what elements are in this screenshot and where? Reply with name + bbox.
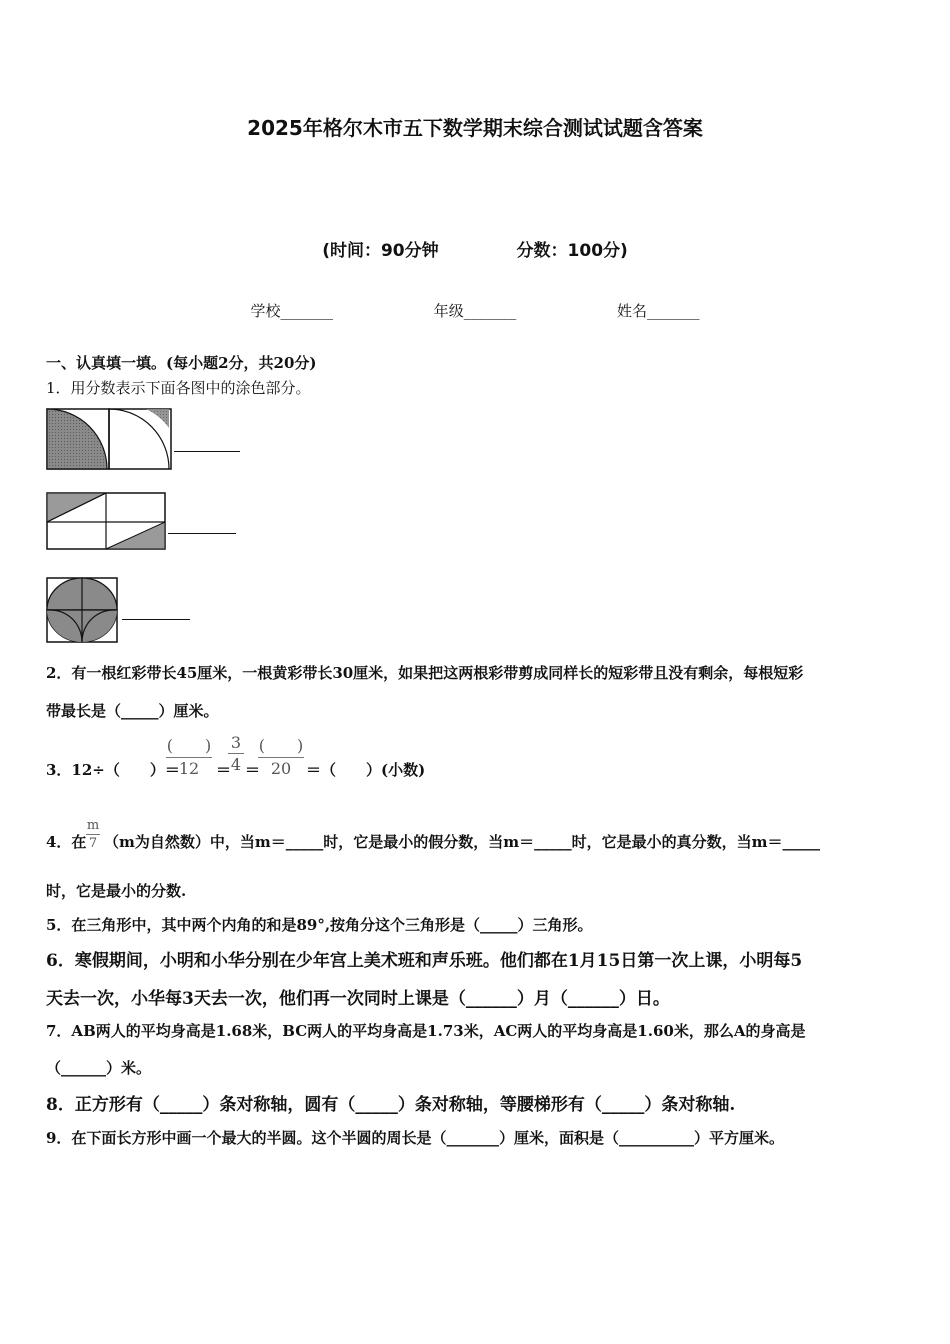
question-9: 9．在下面长方形中画一个最大的半圆。这个半圆的周长是（_______）厘米，面积是（__________）平方厘米。 <box>46 1129 784 1147</box>
q3-eq-2: ＝ <box>245 761 261 779</box>
q3-fraction-3-den: 20 <box>270 759 292 778</box>
q4-fraction-num: m <box>86 818 100 833</box>
question-7-line-2: （______）米。 <box>46 1059 152 1077</box>
question-5: 5．在三角形中，其中两个内角的和是89°,按角分这个三角形是（_____）三角形。 <box>46 916 593 934</box>
q3-fraction-1 <box>166 733 212 778</box>
question-4-line-2: 时，它是最小的分数. <box>46 882 187 900</box>
q3-fraction-1-den: 12 <box>178 759 200 778</box>
q3-fraction-2 <box>228 733 244 774</box>
question-6-line-2: 天去一次，小华每3天去一次，他们再一次同时上课是（______）月（______）日。 <box>46 989 670 1009</box>
figure-square-arcs <box>46 577 122 645</box>
q4-fraction-den: 7 <box>88 836 98 851</box>
question-7-line-1: 7．AB两人的平均身高是1.68米，BC两人的平均身高是1.73米，AC两人的平均身高是1.60米，那么A的身高是 <box>46 1022 806 1040</box>
page-title: 2025年格尔木市五下数学期末综合测试试题含答案 <box>247 116 703 140</box>
time-label: (时间：90分钟 <box>322 241 439 261</box>
question-4-text: （m为自然数）中，当m＝_____时，它是最小的假分数，当m＝_____时，它是最小的真分数，当m＝_____ <box>104 833 820 851</box>
question-8: 8．正方形有（_____）条对称轴，圆有（_____）条对称轴，等腰梯形有（_____）条对称轴. <box>46 1095 736 1115</box>
section-heading: 一、认真填一填。(每小题2分，共20分) <box>46 354 317 372</box>
question-4-prefix: 4．在 <box>46 833 87 851</box>
q3-suffix: ＝（ ）(小数) <box>306 761 426 779</box>
q3-fraction-2-den: 4 <box>230 755 242 774</box>
q3-eq-1: ＝ <box>216 761 232 779</box>
answer-blank-1[interactable] <box>174 451 240 452</box>
question-6-line-1: 6．寒假期间，小明和小华分别在少年宫上美术班和声乐班。他们都在1月15日第一次上课，小明每5 <box>46 951 803 971</box>
score-label: 分数：100分) <box>516 241 628 261</box>
q3-fraction-2-num: 3 <box>230 733 242 752</box>
figure-rectangle-triangles <box>46 492 170 552</box>
q3-fraction-3-num: ( ) <box>258 736 304 755</box>
name-field: 姓名_______ <box>617 302 700 320</box>
q4-fraction <box>86 818 100 851</box>
answer-blank-2[interactable] <box>168 533 236 534</box>
q3-fraction-3 <box>258 733 304 778</box>
answer-blank-3[interactable] <box>122 619 190 620</box>
question-2-line-2: 带最长是（_____）厘米。 <box>46 702 219 720</box>
q3-fraction-1-num: ( ) <box>166 736 212 755</box>
question-3-prefix: 3．12÷（ ）＝ <box>46 761 180 779</box>
school-field: 学校_______ <box>250 302 333 320</box>
exam-meta <box>0 236 950 261</box>
figure-quarter-circles <box>46 408 174 472</box>
student-info <box>0 300 950 321</box>
question-2-line-1: 2．有一根红彩带长45厘米，一根黄彩带长30厘米，如果把这两根彩带剪成同样长的短彩带且没有剩余，每根短彩 <box>46 664 804 682</box>
question-1: 1．用分数表示下面各图中的涂色部分。 <box>46 379 311 397</box>
grade-field: 年级_______ <box>433 302 517 320</box>
